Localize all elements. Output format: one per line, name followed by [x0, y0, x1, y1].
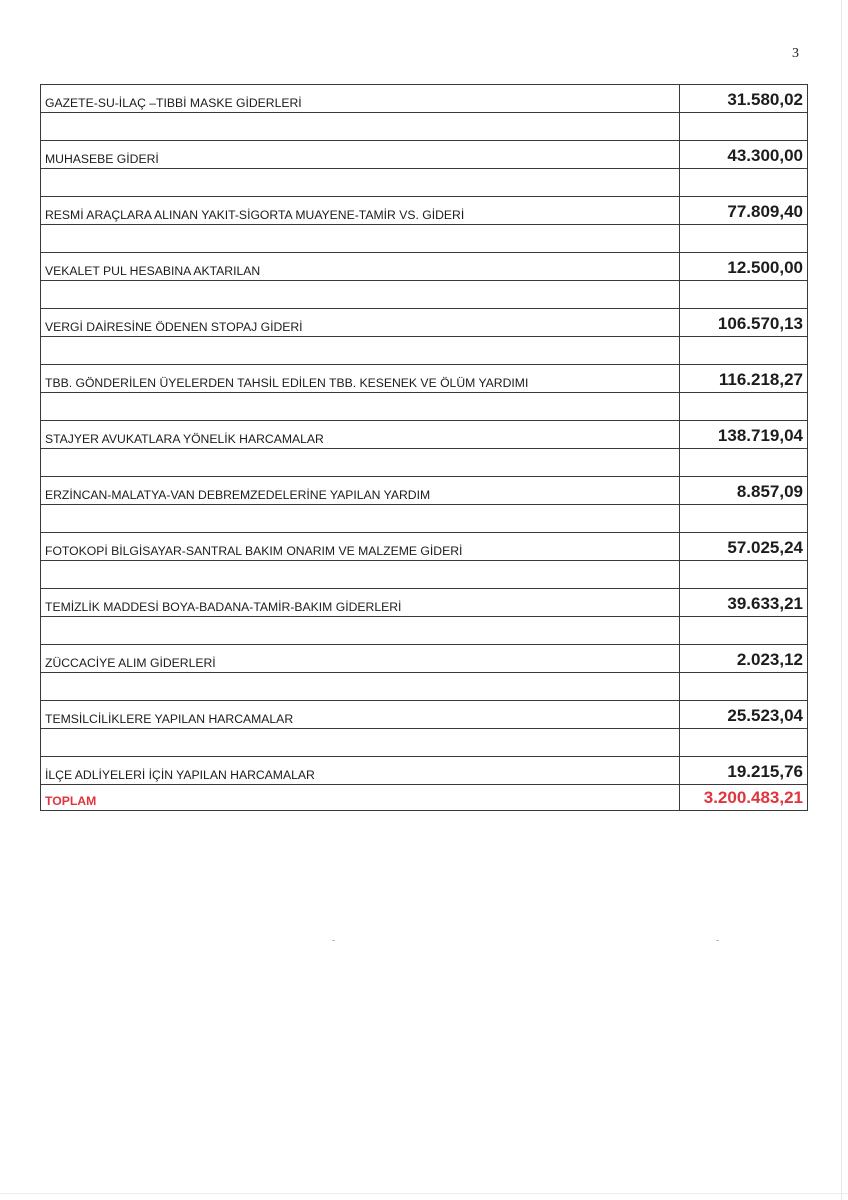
row-label-cell: [41, 253, 680, 281]
table-row: [41, 421, 808, 449]
table-row: [41, 757, 808, 785]
row-label-cell: [41, 365, 680, 393]
expense-amount: 31.580,02: [727, 90, 803, 109]
expense-amount: 12.500,00: [727, 258, 803, 277]
row-label-cell: [41, 197, 680, 225]
row-amount-cell: [680, 477, 808, 505]
total-amount-cell: [680, 785, 808, 811]
table-row: [41, 477, 808, 505]
expense-amount: 19.215,76: [727, 762, 803, 781]
spacer-row: [41, 169, 808, 197]
row-amount-cell: [680, 365, 808, 393]
expense-amount: 116.218,27: [718, 370, 803, 389]
spacer-row: [41, 225, 808, 253]
expense-label: RESMİ ARAÇLARA ALINAN YAKIT-SİGORTA MUAYENE-TAMİR VS. GİDERİ: [45, 208, 465, 222]
spacer-row: [41, 281, 808, 309]
row-amount-cell: [680, 701, 808, 729]
table-row: [41, 197, 808, 225]
spacer-row: [41, 673, 808, 701]
expense-amount: 8.857,09: [736, 482, 803, 501]
row-amount-cell: [680, 533, 808, 561]
row-label-cell: [41, 309, 680, 337]
expense-amount: 77.809,40: [727, 202, 803, 221]
expense-label: FOTOKOPİ BİLGİSAYAR-SANTRAL BAKIM ONARIM VE MALZEME GİDERİ: [45, 544, 463, 558]
row-label-cell: [41, 141, 680, 169]
expense-label: VERGİ DAİRESİNE ÖDENEN STOPAJ GİDERİ: [45, 320, 303, 334]
row-amount-cell: [680, 645, 808, 673]
row-amount-cell: [680, 309, 808, 337]
table-row: [41, 85, 808, 113]
row-amount-cell: [680, 253, 808, 281]
table-row: [41, 533, 808, 561]
spacer-row: [41, 617, 808, 645]
expense-amount: 57.025,24: [727, 538, 803, 557]
row-amount-cell: [680, 421, 808, 449]
expense-label: ZÜCCACİYE ALIM GİDERLERİ: [45, 656, 216, 670]
row-label-cell: [41, 85, 680, 113]
scan-speck: [332, 940, 335, 941]
row-label-cell: [41, 589, 680, 617]
spacer-row: [41, 113, 808, 141]
expense-amount: 25.523,04: [727, 706, 803, 725]
expense-label: GAZETE-SU-İLAÇ –TIBBİ MASKE GİDERLERİ: [45, 96, 302, 110]
expense-label: TEMSİLCİLİKLERE YAPILAN HARCAMALAR: [45, 712, 294, 726]
expense-label: ERZİNCAN-MALATYA-VAN DEBREMZEDELERİNE YAPILAN YARDIM: [45, 488, 431, 502]
row-amount-cell: [680, 757, 808, 785]
row-amount-cell: [680, 141, 808, 169]
expense-label: İLÇE ADLİYELERİ İÇİN YAPILAN HARCAMALAR: [45, 768, 315, 782]
row-label-cell: [41, 645, 680, 673]
expense-label: MUHASEBE GİDERİ: [45, 152, 159, 166]
row-label-cell: [41, 757, 680, 785]
page-number: 3: [792, 46, 799, 61]
spacer-row: [41, 449, 808, 477]
row-label-cell: [41, 421, 680, 449]
expense-label: TEMİZLİK MADDESİ BOYA-BADANA-TAMİR-BAKIM GİDERLERİ: [45, 600, 402, 614]
expense-amount: 39.633,21: [727, 594, 803, 613]
row-label-cell: [41, 477, 680, 505]
table-row: [41, 365, 808, 393]
table-row: [41, 253, 808, 281]
table-row: [41, 309, 808, 337]
scan-speck: [716, 940, 719, 941]
expense-table: [40, 84, 808, 811]
table-row: [41, 701, 808, 729]
table-row: [41, 589, 808, 617]
table-row: [41, 141, 808, 169]
row-amount-cell: [680, 85, 808, 113]
total-label-cell: [41, 785, 680, 811]
expense-label: TBB. GÖNDERİLEN ÜYELERDEN TAHSİL EDİLEN TBB. KESENEK VE ÖLÜM YARDIMI: [45, 376, 529, 390]
expense-amount: 2.023,12: [736, 650, 803, 669]
total-row: [41, 785, 808, 811]
expense-label: VEKALET PUL HESABINA AKTARILAN: [45, 264, 261, 278]
spacer-row: [41, 393, 808, 421]
expense-label: STAJYER AVUKATLARA YÖNELİK HARCAMALAR: [45, 432, 324, 446]
spacer-row: [41, 337, 808, 365]
row-label-cell: [41, 533, 680, 561]
spacer-row: [41, 505, 808, 533]
row-label-cell: [41, 701, 680, 729]
expense-amount: 106.570,13: [717, 314, 803, 333]
table-row: [41, 645, 808, 673]
row-amount-cell: [680, 197, 808, 225]
total-amount: 3.200.483,21: [703, 788, 803, 807]
expense-amount: 43.300,00: [727, 146, 803, 165]
total-label: TOPLAM: [45, 794, 97, 808]
spacer-row: [41, 729, 808, 757]
scan-edge-right: [841, 0, 842, 1200]
expense-amount: 138.719,04: [717, 426, 803, 445]
scan-edge-bottom: [0, 1193, 848, 1194]
spacer-row: [41, 561, 808, 589]
row-amount-cell: [680, 589, 808, 617]
